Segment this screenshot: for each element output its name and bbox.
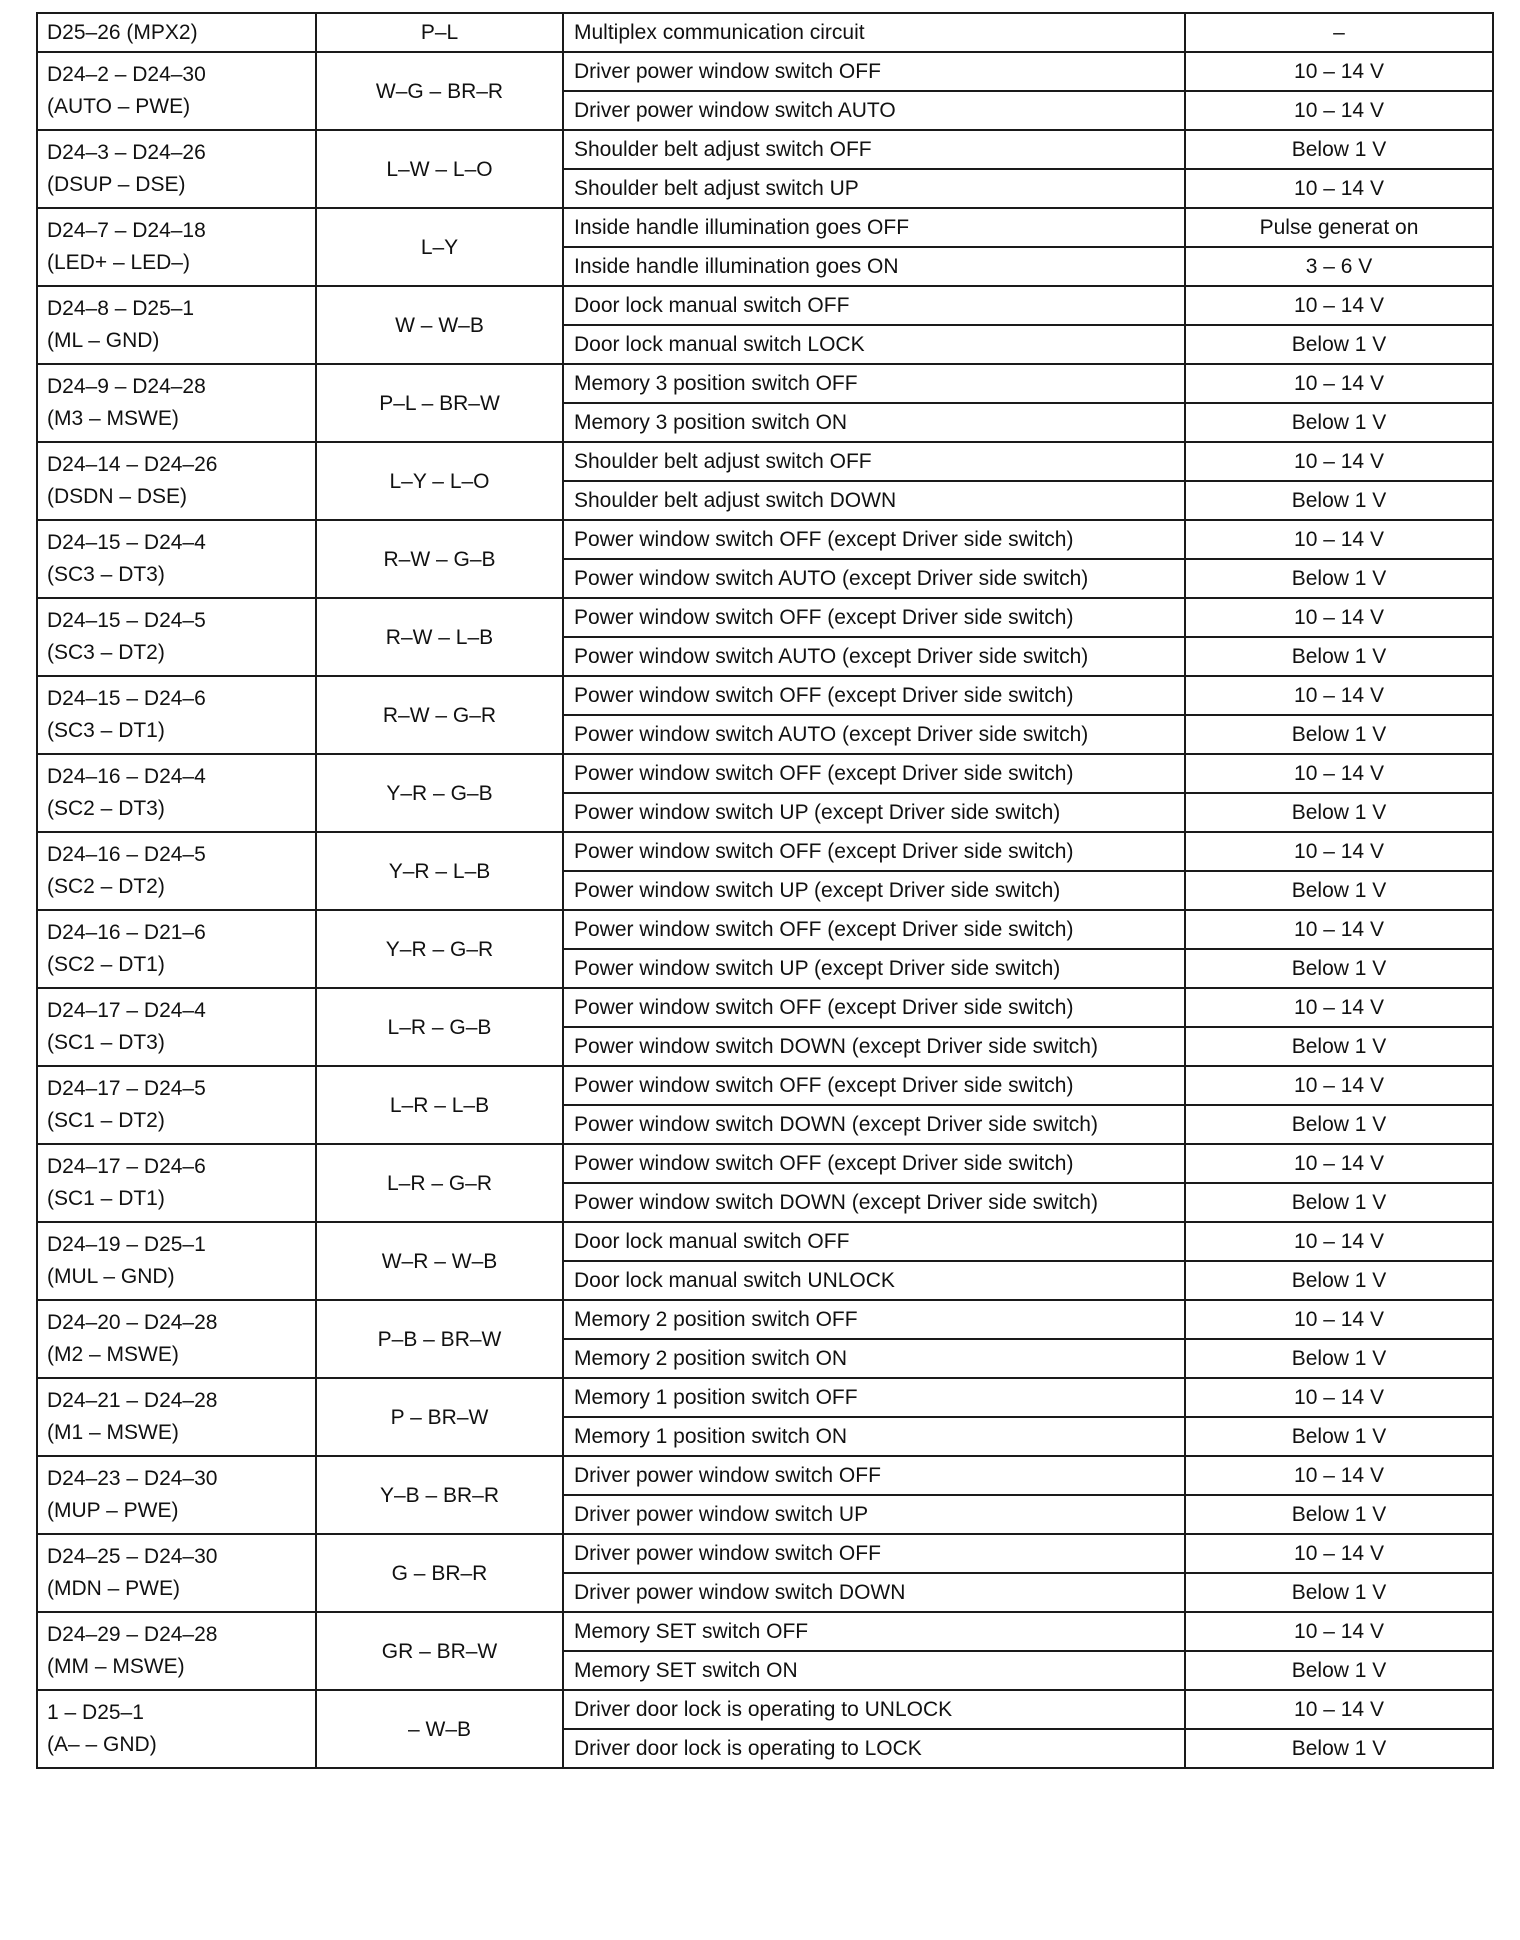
condition-cell: Driver power window switch UP: [563, 1495, 1185, 1534]
terminal-inspection-sheet: [36, 12, 1492, 1769]
terminal-cell: [37, 598, 316, 676]
terminal-symbol: (AUTO – PWE): [47, 95, 191, 118]
condition-cell: Shoulder belt adjust switch DOWN: [563, 481, 1185, 520]
wiring-color-cell: W – W–B: [316, 286, 563, 364]
table-row: [37, 1066, 1493, 1105]
terminal-symbol: (SC3 – DT3): [47, 563, 165, 586]
terminal-symbol: (M1 – MSWE): [47, 1421, 179, 1444]
terminal-cell: [37, 676, 316, 754]
condition-cell: Inside handle illumination goes ON: [563, 247, 1185, 286]
specified-condition-cell: Below 1 V: [1185, 1261, 1493, 1300]
specified-condition-cell: Below 1 V: [1185, 130, 1493, 169]
specified-condition-cell: Below 1 V: [1185, 1183, 1493, 1222]
specified-condition-cell: Below 1 V: [1185, 403, 1493, 442]
terminal-number: D24–19 – D25–1: [47, 1233, 206, 1256]
specified-condition-cell: Below 1 V: [1185, 715, 1493, 754]
terminal-number: D24–29 – D24–28: [47, 1623, 218, 1646]
condition-cell: Driver power window switch AUTO: [563, 91, 1185, 130]
specified-condition-cell: 10 – 14 V: [1185, 169, 1493, 208]
wiring-color-cell: L–R – G–R: [316, 1144, 563, 1222]
specified-condition-cell: 10 – 14 V: [1185, 1300, 1493, 1339]
specified-condition-cell: 10 – 14 V: [1185, 91, 1493, 130]
table-body: [37, 13, 1493, 1768]
terminal-number: D24–8 – D25–1: [47, 297, 195, 320]
terminal-number: D24–3 – D24–26: [47, 141, 206, 164]
specified-condition-cell: 10 – 14 V: [1185, 598, 1493, 637]
terminal-symbol: (M2 – MSWE): [47, 1343, 179, 1366]
terminal-voltage-table: [36, 12, 1494, 1769]
terminal-number: D24–17 – D24–5: [47, 1077, 206, 1100]
terminal-cell: [37, 988, 316, 1066]
condition-cell: Shoulder belt adjust switch OFF: [563, 130, 1185, 169]
terminal-cell: [37, 13, 316, 52]
terminal-cell: [37, 1690, 316, 1768]
specified-condition-cell: 10 – 14 V: [1185, 1456, 1493, 1495]
specified-condition-cell: 3 – 6 V: [1185, 247, 1493, 286]
condition-cell: Door lock manual switch OFF: [563, 1222, 1185, 1261]
terminal-cell: [37, 130, 316, 208]
specified-condition-cell: Below 1 V: [1185, 1495, 1493, 1534]
terminal-symbol: (MUL – GND): [47, 1265, 175, 1288]
specified-condition-cell: Pulse generat on: [1185, 208, 1493, 247]
wiring-color-cell: Y–R – L–B: [316, 832, 563, 910]
table-row: [37, 208, 1493, 247]
terminal-symbol: (MM – MSWE): [47, 1655, 185, 1678]
wiring-color-cell: P–B – BR–W: [316, 1300, 563, 1378]
wiring-color-cell: L–Y: [316, 208, 563, 286]
terminal-number: D24–15 – D24–4: [47, 531, 206, 554]
table-row: [37, 1456, 1493, 1495]
specified-condition-cell: 10 – 14 V: [1185, 364, 1493, 403]
terminal-number: D24–21 – D24–28: [47, 1389, 218, 1412]
specified-condition-cell: Below 1 V: [1185, 871, 1493, 910]
wiring-color-cell: P–L: [316, 13, 563, 52]
terminal-cell: [37, 442, 316, 520]
table-row: [37, 1690, 1493, 1729]
terminal-number: D24–15 – D24–6: [47, 687, 206, 710]
table-row: [37, 1144, 1493, 1183]
terminal-cell: [37, 832, 316, 910]
wiring-color-cell: Y–B – BR–R: [316, 1456, 563, 1534]
table-row: [37, 286, 1493, 325]
terminal-cell: [37, 1378, 316, 1456]
terminal-symbol: (DSDN – DSE): [47, 485, 188, 508]
wiring-color-cell: GR – BR–W: [316, 1612, 563, 1690]
terminal-symbol: (LED+ – LED–): [47, 251, 190, 274]
table-row: [37, 1378, 1493, 1417]
condition-cell: Memory 2 position switch OFF: [563, 1300, 1185, 1339]
terminal-cell: [37, 1456, 316, 1534]
condition-cell: Door lock manual switch LOCK: [563, 325, 1185, 364]
specified-condition-cell: –: [1185, 13, 1493, 52]
condition-cell: Power window switch OFF (except Driver side switch): [563, 832, 1185, 871]
terminal-number: D24–17 – D24–6: [47, 1155, 206, 1178]
wiring-color-cell: W–R – W–B: [316, 1222, 563, 1300]
specified-condition-cell: Below 1 V: [1185, 793, 1493, 832]
specified-condition-cell: Below 1 V: [1185, 1339, 1493, 1378]
table-row: [37, 52, 1493, 91]
condition-cell: Multiplex communication circuit: [563, 13, 1185, 52]
condition-cell: Power window switch DOWN (except Driver side switch): [563, 1027, 1185, 1066]
condition-cell: Driver power window switch OFF: [563, 52, 1185, 91]
specified-condition-cell: 10 – 14 V: [1185, 754, 1493, 793]
specified-condition-cell: 10 – 14 V: [1185, 52, 1493, 91]
specified-condition-cell: Below 1 V: [1185, 1573, 1493, 1612]
condition-cell: Power window switch UP (except Driver side switch): [563, 949, 1185, 988]
wiring-color-cell: L–W – L–O: [316, 130, 563, 208]
condition-cell: Power window switch OFF (except Driver side switch): [563, 598, 1185, 637]
terminal-cell: [37, 1222, 316, 1300]
terminal-symbol: (ML – GND): [47, 329, 160, 352]
table-row: [37, 364, 1493, 403]
wiring-color-cell: Y–R – G–B: [316, 754, 563, 832]
condition-cell: Power window switch AUTO (except Driver side switch): [563, 559, 1185, 598]
terminal-cell: [37, 208, 316, 286]
terminal-number: D24–7 – D24–18: [47, 219, 206, 242]
specified-condition-cell: Below 1 V: [1185, 1651, 1493, 1690]
specified-condition-cell: 10 – 14 V: [1185, 286, 1493, 325]
terminal-symbol: (SC1 – DT1): [47, 1187, 165, 1210]
specified-condition-cell: 10 – 14 V: [1185, 676, 1493, 715]
specified-condition-cell: Below 1 V: [1185, 481, 1493, 520]
condition-cell: Inside handle illumination goes OFF: [563, 208, 1185, 247]
terminal-number: D24–17 – D24–4: [47, 999, 206, 1022]
wiring-color-cell: G – BR–R: [316, 1534, 563, 1612]
terminal-cell: [37, 910, 316, 988]
specified-condition-cell: Below 1 V: [1185, 1027, 1493, 1066]
terminal-cell: [37, 1066, 316, 1144]
condition-cell: Power window switch UP (except Driver side switch): [563, 793, 1185, 832]
terminal-number: D24–14 – D24–26: [47, 453, 218, 476]
terminal-number: D24–23 – D24–30: [47, 1467, 218, 1490]
specified-condition-cell: 10 – 14 V: [1185, 832, 1493, 871]
specified-condition-cell: 10 – 14 V: [1185, 1378, 1493, 1417]
wiring-color-cell: L–R – L–B: [316, 1066, 563, 1144]
specified-condition-cell: Below 1 V: [1185, 559, 1493, 598]
terminal-number: D25–26 (MPX2): [47, 20, 198, 44]
terminal-symbol: (SC3 – DT2): [47, 641, 165, 664]
wiring-color-cell: W–G – BR–R: [316, 52, 563, 130]
terminal-symbol: (SC3 – DT1): [47, 719, 165, 742]
condition-cell: Shoulder belt adjust switch OFF: [563, 442, 1185, 481]
condition-cell: Memory 1 position switch ON: [563, 1417, 1185, 1456]
condition-cell: Memory SET switch ON: [563, 1651, 1185, 1690]
condition-cell: Driver door lock is operating to LOCK: [563, 1729, 1185, 1768]
condition-cell: Power window switch OFF (except Driver side switch): [563, 520, 1185, 559]
terminal-number: D24–16 – D24–4: [47, 765, 206, 788]
condition-cell: Power window switch OFF (except Driver side switch): [563, 1144, 1185, 1183]
condition-cell: Memory 3 position switch ON: [563, 403, 1185, 442]
table-row: [37, 676, 1493, 715]
table-row: [37, 1300, 1493, 1339]
specified-condition-cell: Below 1 V: [1185, 1729, 1493, 1768]
condition-cell: Power window switch DOWN (except Driver side switch): [563, 1183, 1185, 1222]
specified-condition-cell: Below 1 V: [1185, 1417, 1493, 1456]
wiring-color-cell: R–W – G–R: [316, 676, 563, 754]
wiring-color-cell: Y–R – G–R: [316, 910, 563, 988]
specified-condition-cell: Below 1 V: [1185, 1105, 1493, 1144]
specified-condition-cell: 10 – 14 V: [1185, 1144, 1493, 1183]
wiring-color-cell: L–R – G–B: [316, 988, 563, 1066]
condition-cell: Door lock manual switch UNLOCK: [563, 1261, 1185, 1300]
condition-cell: Memory 2 position switch ON: [563, 1339, 1185, 1378]
terminal-cell: [37, 1300, 316, 1378]
wiring-color-cell: – W–B: [316, 1690, 563, 1768]
condition-cell: Driver power window switch OFF: [563, 1534, 1185, 1573]
table-row: [37, 13, 1493, 52]
condition-cell: Power window switch OFF (except Driver side switch): [563, 676, 1185, 715]
table-row: [37, 832, 1493, 871]
terminal-number: 1 – D25–1: [47, 1701, 144, 1724]
specified-condition-cell: 10 – 14 V: [1185, 520, 1493, 559]
terminal-number: D24–2 – D24–30: [47, 63, 206, 86]
table-row: [37, 520, 1493, 559]
terminal-symbol: (MUP – PWE): [47, 1499, 179, 1522]
table-row: [37, 1222, 1493, 1261]
terminal-symbol: (M3 – MSWE): [47, 407, 179, 430]
terminal-symbol: (MDN – PWE): [47, 1577, 180, 1600]
terminal-number: D24–20 – D24–28: [47, 1311, 218, 1334]
terminal-number: D24–25 – D24–30: [47, 1545, 218, 1568]
specified-condition-cell: Below 1 V: [1185, 949, 1493, 988]
condition-cell: Power window switch DOWN (except Driver side switch): [563, 1105, 1185, 1144]
terminal-cell: [37, 754, 316, 832]
condition-cell: Driver door lock is operating to UNLOCK: [563, 1690, 1185, 1729]
condition-cell: Memory 3 position switch OFF: [563, 364, 1185, 403]
specified-condition-cell: Below 1 V: [1185, 325, 1493, 364]
terminal-symbol: (SC2 – DT3): [47, 797, 165, 820]
wiring-color-cell: L–Y – L–O: [316, 442, 563, 520]
specified-condition-cell: 10 – 14 V: [1185, 1690, 1493, 1729]
specified-condition-cell: 10 – 14 V: [1185, 1612, 1493, 1651]
wiring-color-cell: R–W – L–B: [316, 598, 563, 676]
terminal-symbol: (SC1 – DT2): [47, 1109, 165, 1132]
terminal-cell: [37, 286, 316, 364]
terminal-cell: [37, 52, 316, 130]
condition-cell: Driver power window switch OFF: [563, 1456, 1185, 1495]
table-row: [37, 910, 1493, 949]
table-row: [37, 1612, 1493, 1651]
terminal-number: D24–16 – D21–6: [47, 921, 206, 944]
specified-condition-cell: 10 – 14 V: [1185, 1222, 1493, 1261]
table-row: [37, 754, 1493, 793]
table-row: [37, 1534, 1493, 1573]
wiring-color-cell: R–W – G–B: [316, 520, 563, 598]
terminal-number: D24–16 – D24–5: [47, 843, 206, 866]
condition-cell: Power window switch OFF (except Driver side switch): [563, 910, 1185, 949]
condition-cell: Memory SET switch OFF: [563, 1612, 1185, 1651]
terminal-cell: [37, 520, 316, 598]
specified-condition-cell: 10 – 14 V: [1185, 910, 1493, 949]
table-row: [37, 598, 1493, 637]
wiring-color-cell: P–L – BR–W: [316, 364, 563, 442]
condition-cell: Driver power window switch DOWN: [563, 1573, 1185, 1612]
terminal-symbol: (SC1 – DT3): [47, 1031, 165, 1054]
terminal-cell: [37, 364, 316, 442]
condition-cell: Power window switch AUTO (except Driver side switch): [563, 637, 1185, 676]
wiring-color-cell: P – BR–W: [316, 1378, 563, 1456]
table-row: [37, 988, 1493, 1027]
terminal-symbol: (SC2 – DT2): [47, 875, 165, 898]
terminal-cell: [37, 1534, 316, 1612]
condition-cell: Power window switch AUTO (except Driver side switch): [563, 715, 1185, 754]
terminal-symbol: (DSUP – DSE): [47, 173, 186, 196]
specified-condition-cell: Below 1 V: [1185, 637, 1493, 676]
terminal-number: D24–9 – D24–28: [47, 375, 206, 398]
table-row: [37, 442, 1493, 481]
condition-cell: Power window switch OFF (except Driver side switch): [563, 754, 1185, 793]
condition-cell: Shoulder belt adjust switch UP: [563, 169, 1185, 208]
terminal-number: D24–15 – D24–5: [47, 609, 206, 632]
condition-cell: Door lock manual switch OFF: [563, 286, 1185, 325]
terminal-symbol: (SC2 – DT1): [47, 953, 165, 976]
condition-cell: Memory 1 position switch OFF: [563, 1378, 1185, 1417]
specified-condition-cell: 10 – 14 V: [1185, 442, 1493, 481]
condition-cell: Power window switch UP (except Driver side switch): [563, 871, 1185, 910]
table-row: [37, 130, 1493, 169]
specified-condition-cell: 10 – 14 V: [1185, 988, 1493, 1027]
specified-condition-cell: 10 – 14 V: [1185, 1534, 1493, 1573]
condition-cell: Power window switch OFF (except Driver side switch): [563, 1066, 1185, 1105]
specified-condition-cell: 10 – 14 V: [1185, 1066, 1493, 1105]
terminal-symbol: (A– – GND): [47, 1733, 157, 1756]
condition-cell: Power window switch OFF (except Driver side switch): [563, 988, 1185, 1027]
terminal-cell: [37, 1144, 316, 1222]
terminal-cell: [37, 1612, 316, 1690]
